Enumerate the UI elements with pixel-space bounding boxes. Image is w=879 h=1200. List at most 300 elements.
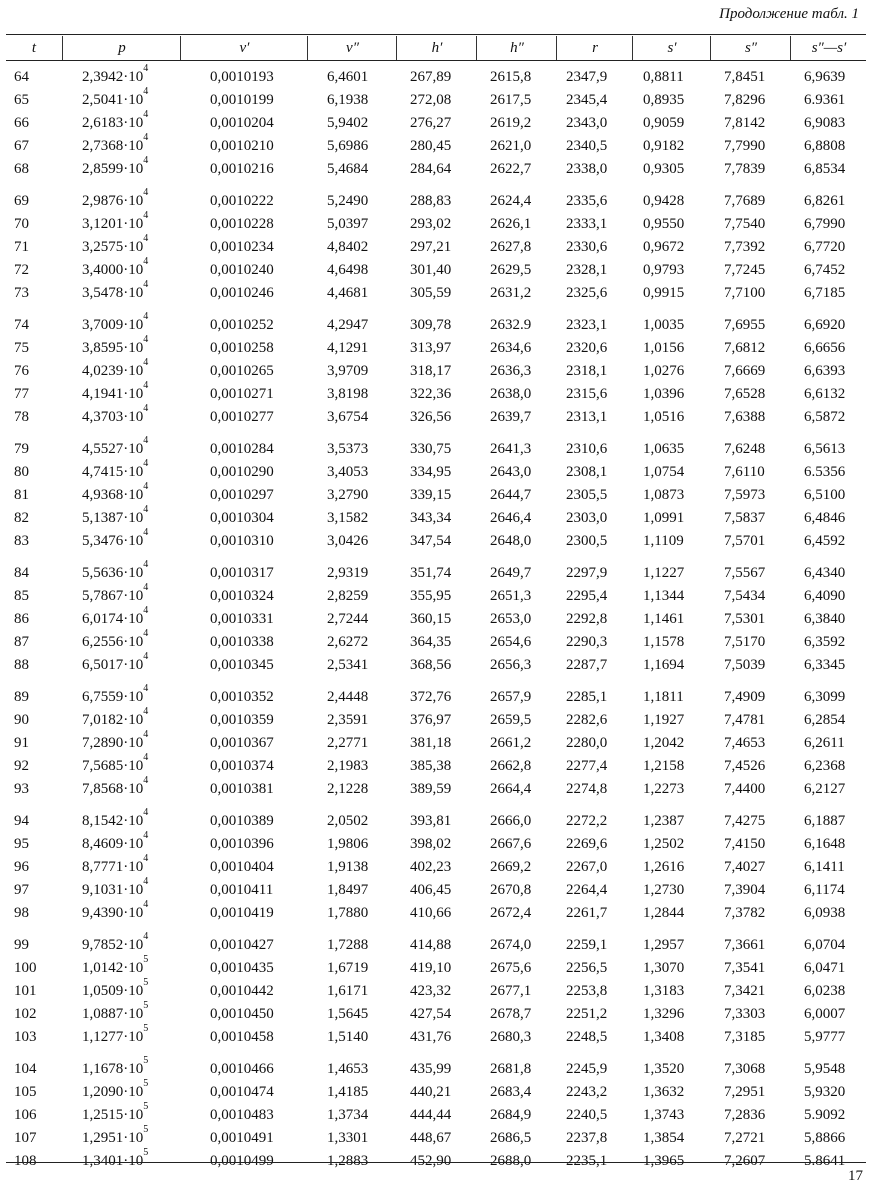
cell-s-double-prime: 7,5434 xyxy=(724,588,766,604)
cell-h-prime: 419,10 xyxy=(410,960,452,976)
cell-h-prime: 423,32 xyxy=(410,983,452,999)
cell-v-double-prime: 4,1291 xyxy=(327,340,369,356)
cell-v-double-prime: 1,3301 xyxy=(327,1130,369,1146)
pressure-mantissa: 4,0239 xyxy=(82,363,124,379)
cell-h-double-prime: 2680,3 xyxy=(490,1029,532,1045)
pressure-mantissa: 2,7368 xyxy=(82,138,124,154)
cell-v-prime: 0,0010491 xyxy=(210,1130,274,1146)
pressure-base: ·10 xyxy=(123,1130,144,1146)
cell-v-double-prime: 4,2947 xyxy=(327,317,369,333)
cell-h-prime: 297,21 xyxy=(410,239,452,255)
pressure-exponent: 4 xyxy=(143,357,149,368)
cell-v-double-prime: 1,5140 xyxy=(327,1029,369,1045)
cell-v-double-prime: 4,8402 xyxy=(327,239,369,255)
cell-pressure xyxy=(82,683,182,708)
cell-t: 103 xyxy=(14,1029,37,1045)
cell-h-prime: 343,34 xyxy=(410,510,452,526)
cell-s-prime: 1,0635 xyxy=(643,441,685,457)
cell-r: 2243,2 xyxy=(566,1084,608,1100)
pressure-mantissa: 8,1542 xyxy=(82,813,124,829)
cell-h-prime: 288,83 xyxy=(410,193,452,209)
cell-s-prime: 0,9793 xyxy=(643,262,685,278)
pressure-exponent: 4 xyxy=(143,109,149,120)
pressure-exponent: 4 xyxy=(143,931,149,942)
cell-s-diff: 5,9777 xyxy=(804,1029,846,1045)
cell-h-double-prime: 2641,3 xyxy=(490,441,532,457)
cell-s-prime: 1,0754 xyxy=(643,464,685,480)
cell-v-double-prime: 6,4601 xyxy=(327,69,369,85)
pressure-exponent: 5 xyxy=(143,1078,149,1089)
pressure-mantissa: 4,1941 xyxy=(82,386,124,402)
pressure-exponent: 4 xyxy=(143,63,149,74)
cell-v-double-prime: 5,2490 xyxy=(327,193,369,209)
cell-t: 67 xyxy=(14,138,29,154)
cell-v-prime: 0,0010338 xyxy=(210,634,274,650)
cell-v-double-prime: 3,9709 xyxy=(327,363,369,379)
cell-v-prime: 0,0010258 xyxy=(210,340,274,356)
cell-r: 2240,5 xyxy=(566,1107,608,1123)
cell-v-double-prime: 1,9806 xyxy=(327,836,369,852)
cell-t: 95 xyxy=(14,836,29,852)
cell-h-prime: 318,17 xyxy=(410,363,452,379)
cell-v-prime: 0,0010419 xyxy=(210,905,274,921)
pressure-base: ·10 xyxy=(123,1084,144,1100)
pressure-base: ·10 xyxy=(123,285,144,301)
cell-s-double-prime: 7,6669 xyxy=(724,363,766,379)
pressure-mantissa: 1,1277 xyxy=(82,1029,124,1045)
cell-v-double-prime: 3,2790 xyxy=(327,487,369,503)
cell-h-prime: 393,81 xyxy=(410,813,452,829)
cell-pressure xyxy=(82,1124,182,1149)
cell-s-prime: 1,3520 xyxy=(643,1061,685,1077)
cell-s-prime: 1,0035 xyxy=(643,317,685,333)
cell-v-double-prime: 2,8259 xyxy=(327,588,369,604)
table-caption: Продолжение табл. 1 xyxy=(719,6,859,22)
cell-v-double-prime: 1,2883 xyxy=(327,1153,369,1169)
cell-v-double-prime: 1,4185 xyxy=(327,1084,369,1100)
cell-v-prime: 0,0010359 xyxy=(210,712,274,728)
cell-v-double-prime: 2,3591 xyxy=(327,712,369,728)
pressure-exponent: 5 xyxy=(143,1147,149,1158)
cell-v-double-prime: 6,1938 xyxy=(327,92,369,108)
pressure-exponent: 4 xyxy=(143,706,149,717)
cell-s-double-prime: 7,6812 xyxy=(724,340,766,356)
cell-s-double-prime: 7,7540 xyxy=(724,216,766,232)
cell-s-diff: 6,7720 xyxy=(804,239,846,255)
cell-s-prime: 0,9182 xyxy=(643,138,685,154)
cell-h-prime: 444,44 xyxy=(410,1107,452,1123)
pressure-mantissa: 1,2090 xyxy=(82,1084,124,1100)
cell-r: 2267,0 xyxy=(566,859,608,875)
cell-v-prime: 0,0010199 xyxy=(210,92,274,108)
cell-h-prime: 284,64 xyxy=(410,161,452,177)
cell-r: 2305,5 xyxy=(566,487,608,503)
cell-r: 2310,6 xyxy=(566,441,608,457)
cell-s-diff: 6.5356 xyxy=(804,464,846,480)
cell-v-prime: 0,0010466 xyxy=(210,1061,274,1077)
cell-h-double-prime: 2621,0 xyxy=(490,138,532,154)
cell-v-prime: 0,0010290 xyxy=(210,464,274,480)
cell-s-prime: 1,1227 xyxy=(643,565,685,581)
cell-s-prime: 1,0873 xyxy=(643,487,685,503)
pressure-mantissa: 3,8595 xyxy=(82,340,124,356)
cell-t: 84 xyxy=(14,565,29,581)
cell-s-diff: 6,3345 xyxy=(804,657,846,673)
cell-t: 97 xyxy=(14,882,29,898)
cell-s-prime: 0,9915 xyxy=(643,285,685,301)
cell-pressure xyxy=(82,357,182,382)
cell-s-double-prime: 7,3541 xyxy=(724,960,766,976)
cell-h-double-prime: 2643,0 xyxy=(490,464,532,480)
cell-v-prime: 0,0010222 xyxy=(210,193,274,209)
cell-s-prime: 1,0516 xyxy=(643,409,685,425)
pressure-mantissa: 2,9876 xyxy=(82,193,124,209)
pressure-base: ·10 xyxy=(123,905,144,921)
pressure-mantissa: 1,3401 xyxy=(82,1153,124,1169)
pressure-exponent: 4 xyxy=(143,628,149,639)
cell-v-prime: 0,0010277 xyxy=(210,409,274,425)
cell-v-double-prime: 5,0397 xyxy=(327,216,369,232)
cell-v-double-prime: 3,5373 xyxy=(327,441,369,457)
cell-s-prime: 1,2042 xyxy=(643,735,685,751)
cell-r: 2345,4 xyxy=(566,92,608,108)
cell-h-prime: 414,88 xyxy=(410,937,452,953)
cell-s-prime: 0,9428 xyxy=(643,193,685,209)
header-rule-bottom xyxy=(6,60,866,61)
cell-t: 81 xyxy=(14,487,29,503)
cell-r: 2261,7 xyxy=(566,905,608,921)
cell-s-diff: 6,5872 xyxy=(804,409,846,425)
cell-h-double-prime: 2639,7 xyxy=(490,409,532,425)
cell-r: 2320,6 xyxy=(566,340,608,356)
cell-t: 86 xyxy=(14,611,29,627)
cell-s-prime: 1,2502 xyxy=(643,836,685,852)
cell-pressure xyxy=(82,876,182,901)
cell-h-double-prime: 2651,3 xyxy=(490,588,532,604)
cell-r: 2256,5 xyxy=(566,960,608,976)
pressure-exponent: 5 xyxy=(143,1124,149,1135)
cell-t: 69 xyxy=(14,193,29,209)
col-header-t: t xyxy=(31,40,37,56)
cell-t: 74 xyxy=(14,317,29,333)
cell-r: 2272,2 xyxy=(566,813,608,829)
pressure-exponent: 4 xyxy=(143,899,149,910)
cell-s-double-prime: 7,8142 xyxy=(724,115,766,131)
cell-r: 2285,1 xyxy=(566,689,608,705)
cell-h-prime: 440,21 xyxy=(410,1084,452,1100)
cell-pressure xyxy=(82,155,182,180)
cell-t: 98 xyxy=(14,905,29,921)
pressure-mantissa: 9,7852 xyxy=(82,937,124,953)
cell-h-prime: 326,56 xyxy=(410,409,452,425)
cell-s-diff: 6,7185 xyxy=(804,285,846,301)
pressure-mantissa: 5,7867 xyxy=(82,588,124,604)
pressure-mantissa: 3,1201 xyxy=(82,216,124,232)
cell-s-diff: 6,9083 xyxy=(804,115,846,131)
cell-t: 79 xyxy=(14,441,29,457)
cell-s-prime: 0,9550 xyxy=(643,216,685,232)
pressure-exponent: 4 xyxy=(143,876,149,887)
cell-t: 91 xyxy=(14,735,29,751)
cell-h-double-prime: 2626,1 xyxy=(490,216,532,232)
cell-r: 2297,9 xyxy=(566,565,608,581)
cell-s-diff: 6,3840 xyxy=(804,611,846,627)
cell-t: 82 xyxy=(14,510,29,526)
pressure-mantissa: 8,7771 xyxy=(82,859,124,875)
cell-s-diff: 6,4090 xyxy=(804,588,846,604)
cell-r: 2323,1 xyxy=(566,317,608,333)
pressure-exponent: 4 xyxy=(143,559,149,570)
pressure-base: ·10 xyxy=(123,735,144,751)
pressure-mantissa: 1,1678 xyxy=(82,1061,124,1077)
cell-s-double-prime: 7,7245 xyxy=(724,262,766,278)
cell-h-double-prime: 2661,2 xyxy=(490,735,532,751)
cell-s-diff: 6,2368 xyxy=(804,758,846,774)
cell-h-double-prime: 2662,8 xyxy=(490,758,532,774)
cell-s-diff: 6,6920 xyxy=(804,317,846,333)
cell-pressure xyxy=(82,1101,182,1126)
cell-t: 99 xyxy=(14,937,29,953)
cell-r: 2280,0 xyxy=(566,735,608,751)
pressure-exponent: 4 xyxy=(143,504,149,515)
cell-s-diff: 6,3099 xyxy=(804,689,846,705)
cell-v-prime: 0,0010240 xyxy=(210,262,274,278)
cell-s-double-prime: 7,4526 xyxy=(724,758,766,774)
pressure-exponent: 4 xyxy=(143,527,149,538)
col-header-h-prime: h′ xyxy=(396,36,477,60)
cell-h-prime: 309,78 xyxy=(410,317,452,333)
pressure-exponent: 4 xyxy=(143,132,149,143)
cell-v-prime: 0,0010265 xyxy=(210,363,274,379)
cell-pressure xyxy=(82,233,182,258)
pressure-base: ·10 xyxy=(123,882,144,898)
cell-h-double-prime: 2644,7 xyxy=(490,487,532,503)
cell-pressure xyxy=(82,334,182,359)
cell-h-prime: 398,02 xyxy=(410,836,452,852)
cell-r: 2308,1 xyxy=(566,464,608,480)
pressure-exponent: 4 xyxy=(143,807,149,818)
pressure-exponent: 4 xyxy=(143,155,149,166)
cell-s-prime: 0,8811 xyxy=(643,69,684,85)
cell-h-prime: 406,45 xyxy=(410,882,452,898)
cell-v-double-prime: 1,3734 xyxy=(327,1107,369,1123)
cell-v-prime: 0,0010234 xyxy=(210,239,274,255)
pressure-exponent: 5 xyxy=(143,977,149,988)
cell-s-double-prime: 7,5973 xyxy=(724,487,766,503)
cell-h-prime: 293,02 xyxy=(410,216,452,232)
header-rule-top xyxy=(6,34,866,35)
cell-t: 90 xyxy=(14,712,29,728)
cell-v-double-prime: 2,5341 xyxy=(327,657,369,673)
cell-r: 2253,8 xyxy=(566,983,608,999)
cell-s-prime: 1,3183 xyxy=(643,983,685,999)
pressure-base: ·10 xyxy=(123,386,144,402)
cell-r: 2245,9 xyxy=(566,1061,608,1077)
cell-s-double-prime: 7,3303 xyxy=(724,1006,766,1022)
cell-t: 107 xyxy=(14,1130,37,1146)
cell-h-double-prime: 2631,2 xyxy=(490,285,532,301)
cell-v-double-prime: 4,6498 xyxy=(327,262,369,278)
cell-pressure xyxy=(82,1078,182,1103)
col-header-v-prime: v′ xyxy=(180,36,308,60)
cell-v-prime: 0,0010427 xyxy=(210,937,274,953)
pressure-base: ·10 xyxy=(123,1006,144,1022)
cell-h-prime: 402,23 xyxy=(410,859,452,875)
cell-s-prime: 1,3070 xyxy=(643,960,685,976)
cell-s-double-prime: 7,4150 xyxy=(724,836,766,852)
pressure-mantissa: 5,3476 xyxy=(82,533,124,549)
pressure-exponent: 4 xyxy=(143,380,149,391)
cell-s-diff: 6,6132 xyxy=(804,386,846,402)
cell-v-double-prime: 1,4653 xyxy=(327,1061,369,1077)
cell-s-prime: 1,1578 xyxy=(643,634,685,650)
cell-s-diff: 6,7990 xyxy=(804,216,846,232)
cell-r: 2325,6 xyxy=(566,285,608,301)
cell-v-prime: 0,0010210 xyxy=(210,138,274,154)
cell-r: 2343,0 xyxy=(566,115,608,131)
cell-v-double-prime: 3,8198 xyxy=(327,386,369,402)
cell-v-prime: 0,0010404 xyxy=(210,859,274,875)
cell-s-diff: 6,1411 xyxy=(804,859,845,875)
cell-s-double-prime: 7,2836 xyxy=(724,1107,766,1123)
cell-pressure xyxy=(82,752,182,777)
cell-r: 2282,6 xyxy=(566,712,608,728)
pressure-mantissa: 2,5041 xyxy=(82,92,124,108)
cell-s-diff: 6,6656 xyxy=(804,340,846,356)
pressure-mantissa: 3,4000 xyxy=(82,262,124,278)
cell-s-diff: 6.9361 xyxy=(804,92,846,108)
pressure-mantissa: 5,5636 xyxy=(82,565,124,581)
cell-t: 87 xyxy=(14,634,29,650)
cell-v-double-prime: 2,6272 xyxy=(327,634,369,650)
cell-v-prime: 0,0010411 xyxy=(210,882,274,898)
pressure-exponent: 4 xyxy=(143,86,149,97)
cell-v-double-prime: 1,8497 xyxy=(327,882,369,898)
cell-s-prime: 1,1461 xyxy=(643,611,685,627)
cell-v-prime: 0,0010450 xyxy=(210,1006,274,1022)
cell-s-prime: 1,2273 xyxy=(643,781,685,797)
cell-v-prime: 0,0010381 xyxy=(210,781,274,797)
pressure-base: ·10 xyxy=(123,239,144,255)
cell-pressure xyxy=(82,86,182,111)
cell-r: 2264,4 xyxy=(566,882,608,898)
cell-r: 2347,9 xyxy=(566,69,608,85)
cell-t: 77 xyxy=(14,386,29,402)
cell-h-prime: 410,66 xyxy=(410,905,452,921)
cell-h-prime: 389,59 xyxy=(410,781,452,797)
cell-h-double-prime: 2659,5 xyxy=(490,712,532,728)
pressure-base: ·10 xyxy=(123,69,144,85)
pressure-mantissa: 1,0887 xyxy=(82,1006,124,1022)
cell-v-prime: 0,0010216 xyxy=(210,161,274,177)
cell-s-double-prime: 7,6248 xyxy=(724,441,766,457)
cell-s-double-prime: 7,5701 xyxy=(724,533,766,549)
pressure-exponent: 4 xyxy=(143,683,149,694)
cell-s-double-prime: 7,8296 xyxy=(724,92,766,108)
cell-s-double-prime: 7,4781 xyxy=(724,712,766,728)
cell-h-double-prime: 2683,4 xyxy=(490,1084,532,1100)
cell-v-double-prime: 2,7244 xyxy=(327,611,369,627)
pressure-base: ·10 xyxy=(123,363,144,379)
cell-h-prime: 431,76 xyxy=(410,1029,452,1045)
cell-h-prime: 376,97 xyxy=(410,712,452,728)
pressure-mantissa: 3,2575 xyxy=(82,239,124,255)
cell-h-double-prime: 2684,9 xyxy=(490,1107,532,1123)
cell-t: 106 xyxy=(14,1107,37,1123)
cell-r: 2300,5 xyxy=(566,533,608,549)
cell-pressure xyxy=(82,481,182,506)
cell-s-diff: 5.8641 xyxy=(804,1153,846,1169)
cell-s-prime: 1,3632 xyxy=(643,1084,685,1100)
cell-pressure xyxy=(82,403,182,428)
cell-t: 70 xyxy=(14,216,29,232)
cell-s-double-prime: 7,4275 xyxy=(724,813,766,829)
cell-pressure xyxy=(82,1000,182,1025)
cell-h-double-prime: 2664,4 xyxy=(490,781,532,797)
cell-pressure xyxy=(82,527,182,552)
cell-r: 2248,5 xyxy=(566,1029,608,1045)
cell-v-prime: 0,0010345 xyxy=(210,657,274,673)
cell-s-prime: 1,0156 xyxy=(643,340,685,356)
cell-s-double-prime: 7,4909 xyxy=(724,689,766,705)
cell-h-prime: 368,56 xyxy=(410,657,452,673)
cell-v-prime: 0,0010297 xyxy=(210,487,274,503)
cell-s-prime: 1,1927 xyxy=(643,712,685,728)
cell-s-double-prime: 7,3185 xyxy=(724,1029,766,1045)
cell-s-prime: 1,3854 xyxy=(643,1130,685,1146)
pressure-mantissa: 2,6183 xyxy=(82,115,124,131)
cell-h-double-prime: 2672,4 xyxy=(490,905,532,921)
cell-pressure xyxy=(82,311,182,336)
cell-s-diff: 6,8808 xyxy=(804,138,846,154)
cell-s-double-prime: 7,3661 xyxy=(724,937,766,953)
cell-s-prime: 0,9672 xyxy=(643,239,685,255)
cell-h-prime: 385,38 xyxy=(410,758,452,774)
cell-h-prime: 267,89 xyxy=(410,69,452,85)
cell-s-double-prime: 7,7990 xyxy=(724,138,766,154)
cell-s-diff: 6,8261 xyxy=(804,193,846,209)
cell-h-prime: 272,08 xyxy=(410,92,452,108)
pressure-exponent: 5 xyxy=(143,1101,149,1112)
cell-v-prime: 0,0010442 xyxy=(210,983,274,999)
cell-h-prime: 301,40 xyxy=(410,262,452,278)
cell-pressure xyxy=(82,458,182,483)
cell-s-diff: 6,0007 xyxy=(804,1006,846,1022)
cell-s-prime: 1,3965 xyxy=(643,1153,685,1169)
cell-v-prime: 0,0010483 xyxy=(210,1107,274,1123)
pressure-base: ·10 xyxy=(123,1061,144,1077)
cell-pressure xyxy=(82,807,182,832)
cell-v-prime: 0,0010271 xyxy=(210,386,274,402)
cell-s-prime: 1,0396 xyxy=(643,386,685,402)
cell-v-prime: 0,0010284 xyxy=(210,441,274,457)
cell-v-double-prime: 3,1582 xyxy=(327,510,369,526)
cell-pressure xyxy=(82,435,182,460)
cell-r: 2235,1 xyxy=(566,1153,608,1169)
cell-t: 76 xyxy=(14,363,29,379)
cell-t: 102 xyxy=(14,1006,37,1022)
cell-v-prime: 0,0010331 xyxy=(210,611,274,627)
cell-s-prime: 1,2616 xyxy=(643,859,685,875)
pressure-base: ·10 xyxy=(123,983,144,999)
cell-pressure xyxy=(82,132,182,157)
cell-s-diff: 6,0471 xyxy=(804,960,846,976)
cell-s-double-prime: 7,4027 xyxy=(724,859,766,875)
pressure-base: ·10 xyxy=(123,92,144,108)
cell-s-double-prime: 7,3904 xyxy=(724,882,766,898)
cell-v-double-prime: 3,6754 xyxy=(327,409,369,425)
pressure-exponent: 4 xyxy=(143,256,149,267)
